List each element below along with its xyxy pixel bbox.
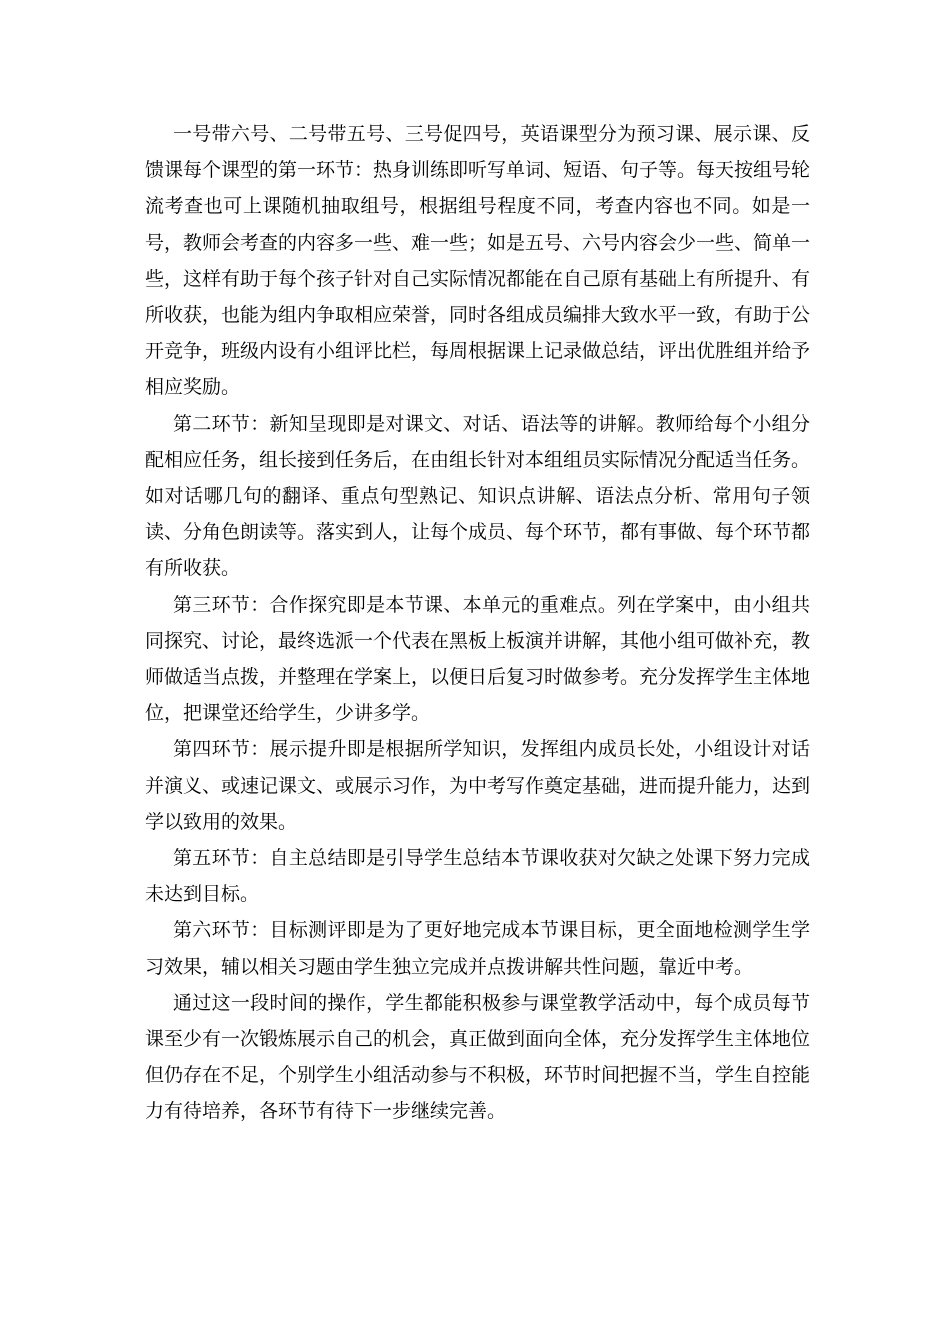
paragraph-step-three: 第三环节：合作探究即是本节课、本单元的重难点。列在学案中，由小组共同探究、讨论，最终选派一个代表在黑板上板演并讲解，其他小组可做补充，教师做适当点拨，并整理在学案上，以便日后复习时做参考。充分发挥学生主体地位，把课堂还给学生，少讲多学。 — [145, 593, 811, 725]
document-body — [145, 116, 810, 1130]
paragraph-summary: 通过这一段时间的操作，学生都能积极参与课堂教学活动中，每个成员每节课至少有一次锻炼展示自己的机会，真正做到面向全体，充分发挥学生主体地位但仍存在不足，个别学生小组活动参与不积极，环节时间把握不当，学生自控能力有待培养，各环节有待下一步继续完善。 — [145, 991, 811, 1123]
paragraph-step-four: 第四环节：展示提升即是根据所学知识，发挥组内成员长处，小组设计对话并演义、或速记课文、或展示习作，为中考写作奠定基础，进而提升能力，达到学以致用的效果。 — [145, 738, 811, 833]
paragraph-step-five: 第五环节：自主总结即是引导学生总结本节课收获对欠缺之处课下努力完成未达到目标。 — [145, 847, 810, 906]
paragraph-step-two: 第二环节：新知呈现即是对课文、对话、语法等的讲解。教师给每个小组分配相应任务，组长接到任务后，在由组长针对本组组员实际情况分配适当任务。如对话哪几句的翻译、重点句型熟记、知识点讲解、语法点分析、常用句子领读、分角色朗读等。落实到人，让每个成员、每个环节，都有事做、每个环节都有所收获。 — [145, 412, 811, 580]
paragraph-step-six: 第六环节：目标测评即是为了更好地完成本节课目标，更全面地检测学生学习效果，辅以相关习题由学生独立完成并点拨讲解共性问题，靠近中考。 — [145, 919, 810, 978]
paragraph-group-pairing: 一号带六号、二号带五号、三号促四号，英语课型分为预习课、展示课、反馈课每个课型的第一环节：热身训练即听写单词、短语、句子等。每天按组号轮流考查也可上课随机抽取组号，根据组号程度不同，考查内容也不同。如是一号，教师会考查的内容多一些、难一些；如是五号、六号内容会少一些、简单一些，这样有助于每个孩子针对自己实际情况都能在自己原有基础上有所提升、有所收获，也能为组内争取相应荣誉，同时各组成员编排大致水平一致，有助于公开竞争，班级内设有小组评比栏，每周根据课上记录做总结，评出优胜组并给予相应奖励。 — [145, 123, 811, 399]
